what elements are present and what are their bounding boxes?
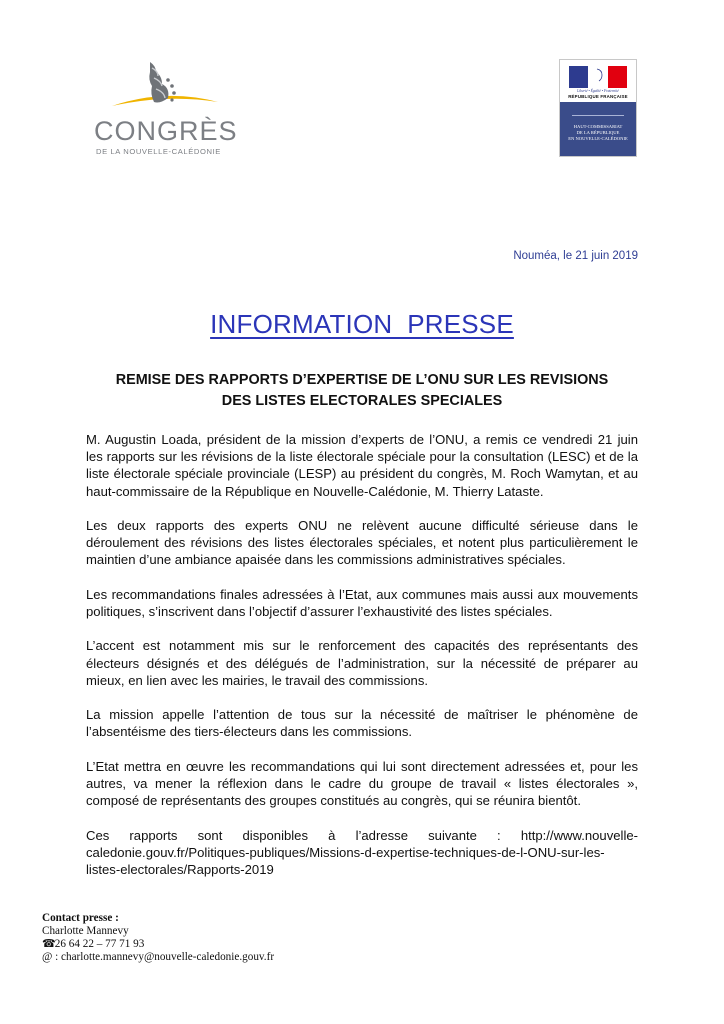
- press-contact: [42, 912, 274, 964]
- paragraph-line: autres, va mener la réflexion dans le cadre du groupe de travail « listes électorales »,: [86, 775, 638, 791]
- date-line: Nouméa, le 21 juin 2019: [513, 250, 638, 262]
- page-title-text: INFORMATION PRESSE: [210, 309, 514, 339]
- paragraph-line: liste électorale spéciale provinciale (LESP) au président du congrès, M. Roch Wamytan, et au: [86, 466, 638, 482]
- paragraph-line: maintien d’une ambiance apaisée dans les commissions administratives spéciales.: [86, 552, 566, 568]
- hc-line-3: EN NOUVELLE-CALÉDONIE: [568, 136, 628, 141]
- congres-logo: [88, 58, 238, 158]
- paragraph-line: politiques, s’inscrivent dans l’objectif d’assurer l’exhaustivité des listes spéciales.: [86, 604, 553, 619]
- haut-commissariat-logo: [559, 59, 637, 157]
- paragraph-line: composé de représentants des groupes constitués au congrès, qui se réunira bientôt.: [86, 793, 581, 809]
- contact-email[interactable]: @ : charlotte.mannevy@nouvelle-caledonie.gouv.fr: [42, 951, 275, 963]
- paragraph-line: M. Augustin Loada, président de la mission d’experts de l’ONU, a remis ce vendredi 21 juin: [86, 432, 638, 447]
- press-headline: [80, 370, 644, 412]
- press-body: [86, 431, 638, 895]
- telephone-icon: ☎: [42, 938, 56, 950]
- contact-title: Contact presse :: [42, 912, 119, 924]
- republic-motto: Liberté • Égalité • Fraternité: [577, 89, 619, 93]
- paragraph-line: les rapports sur les révisions de la liste électorale spéciale pour la consultation (LESC) et de la: [86, 449, 638, 465]
- report-link-line[interactable]: caledonie.gouv.fr/Politiques-publiques/Missions-d-expertise-techniques-de-l-ONU-sur-les-: [86, 844, 605, 860]
- shell-emblem-icon: [110, 58, 220, 120]
- paragraph-line: La mission appelle l’attention de tous sur la nécessité de maîtriser le phénomène de: [86, 707, 638, 723]
- paragraph-5: [86, 706, 638, 740]
- paragraph-line: Ces rapports sont disponibles à l’adresse suivante : http://www.nouvelle-: [86, 827, 638, 843]
- page-title: [0, 309, 724, 340]
- paragraph-line: haut-commissaire de la République en Nouvelle-Calédonie, M. Thierry Lataste.: [86, 483, 544, 499]
- hc-divider: [572, 115, 624, 116]
- contact-name: Charlotte Mannevy: [42, 925, 129, 937]
- contact-phone: 26 64 22 – 77 71 93: [54, 938, 145, 950]
- headline-line-1: REMISE DES RAPPORTS D’EXPERTISE DE L’ONU SUR LES REVISIONS: [115, 372, 609, 388]
- paragraph-1: [86, 431, 638, 500]
- congres-name: CONGRÈS: [94, 116, 238, 146]
- hc-line-2: DE LA RÉPUBLIQUE: [576, 130, 620, 135]
- paragraph-line: L’Etat mettra en œuvre les recommandations qui lui sont directement adressées et, pour les: [86, 758, 638, 774]
- paragraph-6: [86, 758, 638, 810]
- paragraph-line: mieux, en lien avec les mairies, le travail des commissions.: [86, 672, 429, 688]
- contact-phone-row: [42, 938, 274, 951]
- paragraph-line: Les recommandations finales adressées à l’Etat, aux communes mais aussi aux mouvements: [86, 586, 638, 602]
- headline-line-2: DES LISTES ELECTORALES SPECIALES: [221, 393, 503, 409]
- paragraph-line: électeurs désignés et des délégués de l’administration, sur la nécessité de préparer au: [86, 655, 638, 671]
- congres-subtitle: DE LA NOUVELLE-CALÉDONIE: [96, 147, 221, 156]
- paragraph-7: [86, 827, 638, 879]
- paragraph-line: Les deux rapports des experts ONU ne relèvent aucune difficulté sérieuse dans le: [86, 518, 638, 533]
- paragraph-3: [86, 586, 638, 620]
- report-link-line[interactable]: listes-electorales/Rapports-2019: [86, 861, 274, 877]
- hc-line-1: HAUT-COMMISSARIAT: [573, 124, 623, 129]
- paragraph-line: l’absentéisme des tiers-électeurs dans les commissions.: [86, 724, 413, 740]
- marianne-icon: [584, 65, 610, 89]
- paragraph-line: déroulement des révisions des listes électorales spéciales, et notent plus particulièrement le: [86, 535, 638, 551]
- paragraph-4: [86, 637, 638, 689]
- paragraph-line: L’accent est notamment mis sur le renforcement des capacités des représentants des: [86, 638, 638, 654]
- republique-francaise: RÉPUBLIQUE FRANÇAISE: [568, 94, 628, 99]
- paragraph-2: [86, 517, 638, 569]
